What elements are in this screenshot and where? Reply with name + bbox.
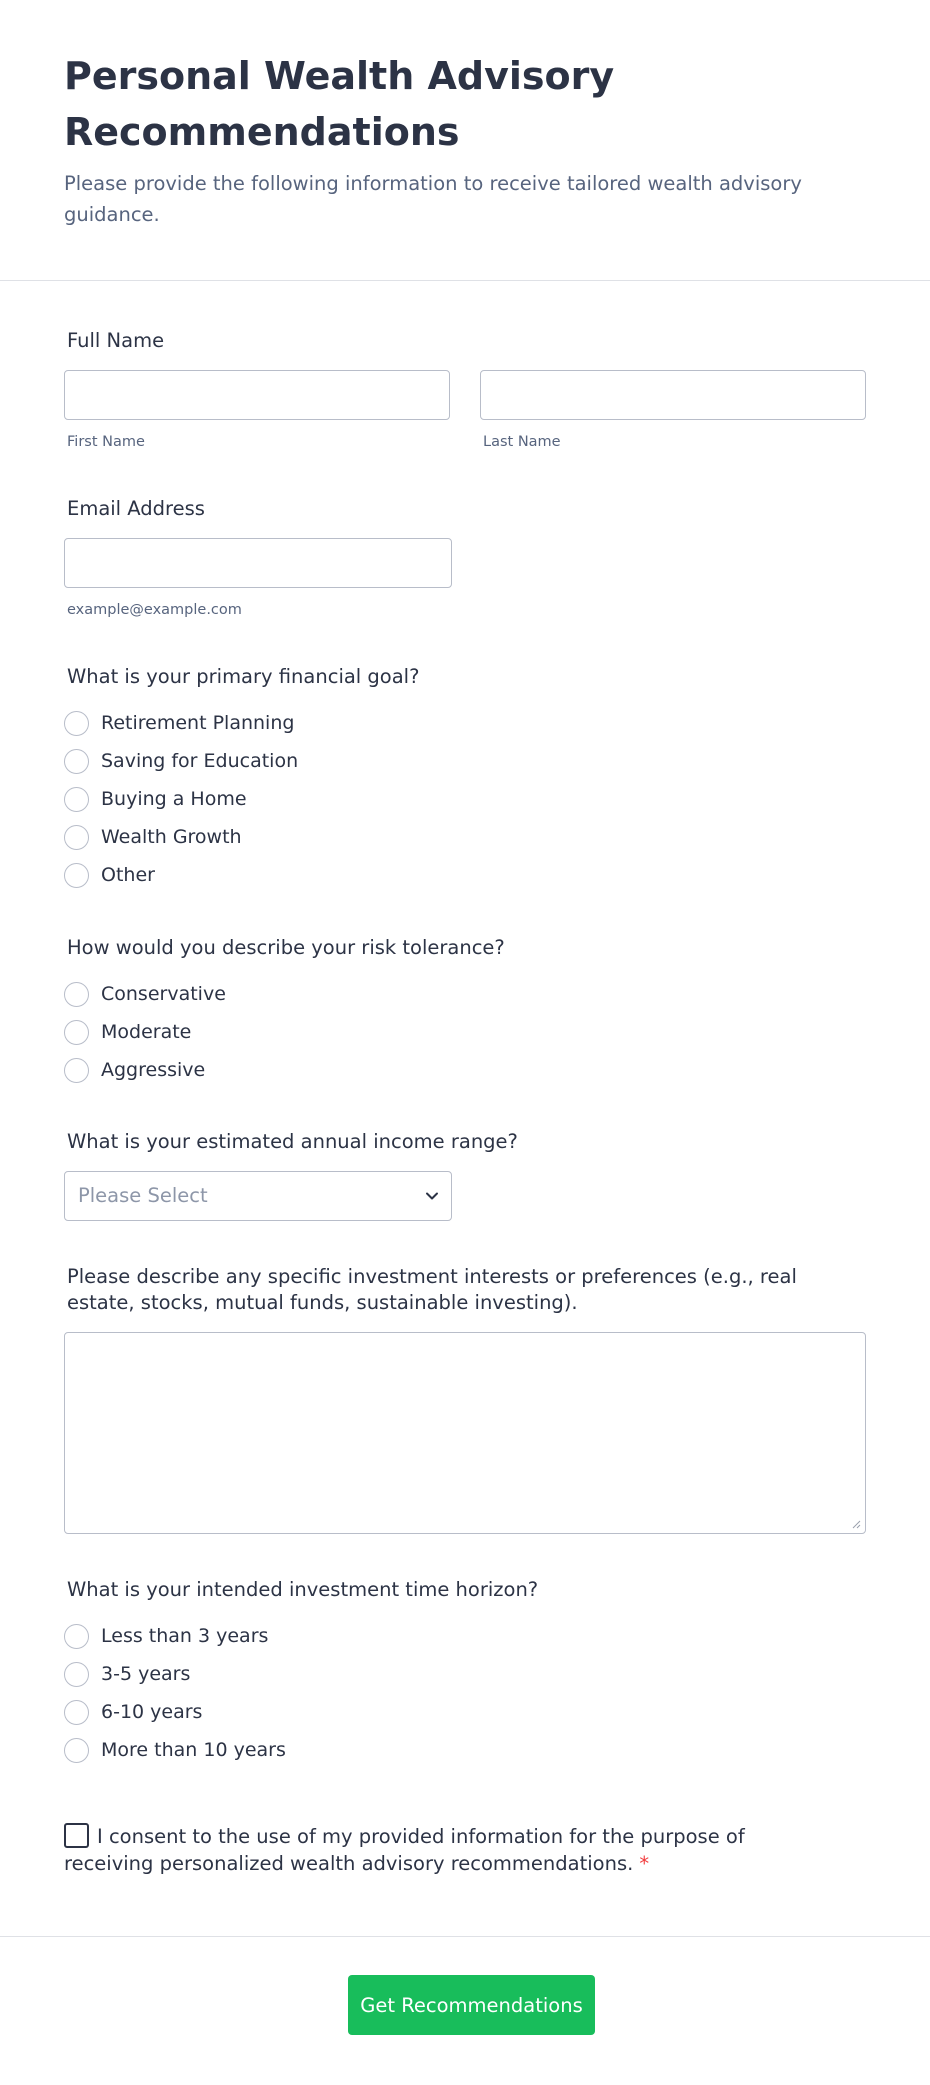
first-name-sublabel: First Name [67,434,145,450]
income-select-value: Please Select [78,1184,208,1207]
radio-button[interactable] [64,982,89,1007]
last-name-input[interactable] [480,370,866,420]
time-horizon-option[interactable] [64,1655,866,1693]
radio-button[interactable] [64,787,89,812]
option-label: Retirement Planning [101,712,295,734]
chevron-down-icon [425,1189,439,1203]
income-question [64,1129,866,1221]
time-horizon-option[interactable] [64,1731,866,1769]
first-name-input[interactable] [64,370,450,420]
time-horizon-option[interactable] [64,1693,866,1731]
financial-goal-option[interactable] [64,780,866,818]
page-title: Personal Wealth Advisory Recommendations [64,54,615,154]
email-label: Email Address [67,497,205,520]
required-mark: * [639,1852,650,1875]
consent-text: I consent to the use of my provided information for the purpose of receiving personalized wealth advisory recommendations. [64,1825,745,1875]
option-label: Wealth Growth [101,826,242,848]
resize-grip-icon[interactable] [851,1519,861,1529]
option-label: 3-5 years [101,1663,191,1685]
radio-button[interactable] [64,749,89,774]
consent-checkbox[interactable] [64,1823,89,1848]
email-sublabel: example@example.com [67,602,242,618]
risk-tolerance-option[interactable] [64,975,866,1013]
form-header [0,0,930,281]
time-horizon-question [64,1577,866,1769]
consent-question [64,1823,764,1877]
option-label: Saving for Education [101,750,299,772]
radio-button[interactable] [64,825,89,850]
option-label: 6-10 years [101,1701,203,1723]
email-question [64,496,866,618]
income-select[interactable] [64,1171,452,1221]
financial-goal-label: What is your primary financial goal? [67,665,420,688]
radio-button[interactable] [64,1058,89,1083]
risk-tolerance-option[interactable] [64,1013,866,1051]
financial-goal-option[interactable] [64,856,866,894]
risk-tolerance-option[interactable] [64,1051,866,1089]
risk-tolerance-question [64,935,866,1089]
email-input[interactable] [64,538,452,588]
full-name-question [64,328,866,450]
financial-goal-question [64,664,866,894]
financial-goal-option[interactable] [64,742,866,780]
financial-goal-options [64,704,866,894]
financial-goal-option[interactable] [64,704,866,742]
investment-interests-label: Please describe any specific investment interests or preferences (e.g., real estate, stocks, mutual funds, sustainable investing). [67,1265,797,1314]
get-recommendations-button[interactable]: Get Recommendations [348,1975,595,2035]
option-label: Moderate [101,1021,192,1043]
full-name-label: Full Name [67,329,165,352]
radio-button[interactable] [64,1662,89,1687]
option-label: Less than 3 years [101,1625,269,1647]
last-name-sublabel: Last Name [483,434,561,450]
option-label: Buying a Home [101,788,247,810]
income-label: What is your estimated annual income range? [67,1130,518,1153]
option-label: Other [101,864,155,886]
risk-tolerance-label: How would you describe your risk tolerance? [67,936,505,959]
radio-button[interactable] [64,1738,89,1763]
investment-interests-textarea[interactable] [64,1332,866,1534]
radio-button[interactable] [64,1624,89,1649]
time-horizon-option[interactable] [64,1617,866,1655]
form-footer [0,1936,930,2085]
option-label: Aggressive [101,1059,206,1081]
risk-tolerance-options [64,975,866,1089]
radio-button[interactable] [64,863,89,888]
time-horizon-options [64,1617,866,1769]
option-label: Conservative [101,983,226,1005]
radio-button[interactable] [64,1020,89,1045]
radio-button[interactable] [64,711,89,736]
option-label: More than 10 years [101,1739,286,1761]
radio-button[interactable] [64,1700,89,1725]
time-horizon-label: What is your intended investment time horizon? [67,1578,539,1601]
investment-interests-question [64,1264,866,1534]
page-subtitle: Please provide the following information to receive tailored wealth advisory guidance. [64,172,802,226]
financial-goal-option[interactable] [64,818,866,856]
